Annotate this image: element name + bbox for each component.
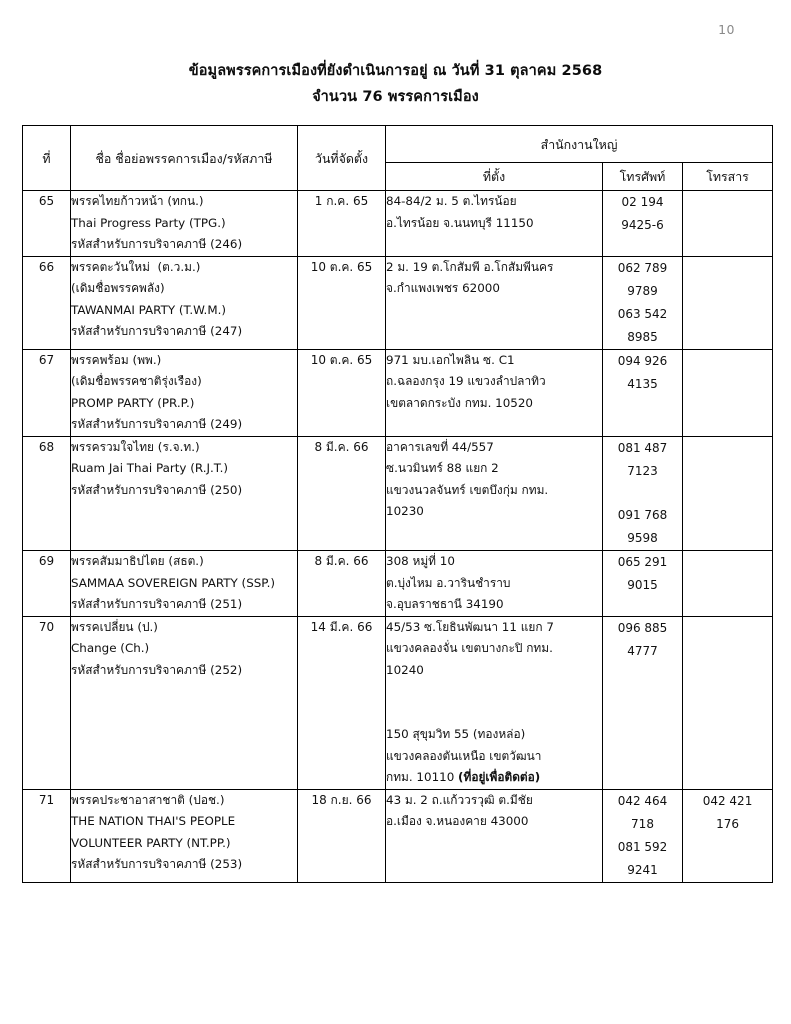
text-line: แขวงคลองตันเหนือ เขตวัฒนา [386, 748, 542, 763]
text-line: (เดิมชื่อพรรคชาติรุ่งเรือง) [71, 374, 202, 388]
text-line: รหัสสำหรับการบริจาคภาษี (250) [71, 482, 243, 497]
cell-founding-date: 10 ต.ค. 65 [298, 349, 386, 436]
cell-index: 70 [23, 616, 71, 789]
text-line: รหัสสำหรับการบริจาคภาษี (249) [71, 417, 243, 431]
text-line: 971 มบ.เอกไพลิน ซ. C1 [386, 352, 515, 367]
cell-address [386, 349, 603, 436]
column-header-fax: โทรสาร [683, 163, 773, 191]
text-line: 063 542 [617, 306, 668, 321]
text-line: 4135 [627, 376, 658, 391]
cell-address [386, 436, 603, 551]
text-line: 9789 [627, 283, 658, 298]
text-line: 308 หมู่ที่ 10 [386, 554, 455, 568]
cell-address [386, 256, 603, 349]
cell-party-name [71, 551, 298, 617]
cell-founding-date: 1 ก.ค. 65 [298, 191, 386, 257]
text-line: THE NATION THAI'S PEOPLE [71, 814, 236, 828]
text-line: Thai Progress Party (TPG.) [71, 215, 226, 230]
text-line: 062 789 [617, 260, 668, 275]
cell-index: 67 [23, 349, 71, 436]
column-header-founding-date: วันที่จัดตั้ง [298, 126, 386, 191]
parties-table-container [22, 125, 772, 883]
text-line: 042 464 [617, 793, 668, 808]
text-line: 718 [631, 816, 654, 831]
parties-table [22, 125, 773, 883]
text-line: SAMMAA SOVEREIGN PARTY (SSP.) [71, 575, 276, 590]
cell-index: 71 [23, 789, 71, 882]
text-line [386, 681, 602, 703]
text-line: 9425-6 [621, 218, 664, 232]
document-title-line-2: จำนวน 76 พรรคการเมือง [312, 89, 479, 105]
text-line [603, 483, 682, 505]
cell-fax [683, 551, 773, 617]
text-line: 8985 [627, 329, 658, 344]
text-line: TAWANMAI PARTY (T.W.M.) [71, 302, 227, 317]
column-header-address: ที่ตั้ง [386, 163, 603, 191]
table-row [23, 616, 773, 789]
text-line: 02 194 [621, 195, 664, 209]
text-line: 176 [716, 816, 739, 831]
cell-fax [683, 789, 773, 882]
text-line: 84-84/2 ม. 5 ต.ไทรน้อย [386, 194, 517, 208]
text-line: 7123 [627, 463, 658, 478]
cell-fax [683, 191, 773, 257]
cell-phone [603, 349, 683, 436]
text-line: 45/53 ซ.โยธินพัฒนา 11 แยก 7 [386, 619, 554, 634]
text-line: อ.เมือง จ.หนองคาย 43000 [386, 814, 529, 828]
text-line: 150 สุขุมวิท 55 (ทองหล่อ) [386, 727, 526, 741]
text-line: VOLUNTEER PARTY (NT.PP.) [71, 835, 231, 850]
table-row [23, 349, 773, 436]
cell-phone [603, 616, 683, 789]
cell-phone [603, 256, 683, 349]
cell-founding-date: 8 มี.ค. 66 [298, 551, 386, 617]
text-line: ถ.ฉลองกรุง 19 แขวงลำปลาทิว [386, 374, 546, 388]
column-header-phone: โทรศัพท์ [603, 163, 683, 191]
column-header-no: ที่ [23, 126, 71, 191]
cell-fax [683, 256, 773, 349]
text-line: 081 592 [617, 839, 668, 854]
cell-founding-date: 8 มี.ค. 66 [298, 436, 386, 551]
table-header [23, 126, 773, 191]
column-header-head-office-group: สำนักงานใหญ่ [386, 126, 773, 163]
text-line: พรรคสัมมาธิปไตย (สธต.) [71, 554, 204, 568]
document-title-line-1: ข้อมูลพรรคการเมืองที่ยังดำเนินการอยู่ ณ วันที่ 31 ตุลาคม 2568 [188, 63, 603, 79]
cell-party-name [71, 349, 298, 436]
table-row [23, 436, 773, 551]
text-line: แขวงคลองจั่น เขตบางกะปิ กทม. [386, 641, 553, 655]
table-body [23, 191, 773, 883]
text-line: 4777 [627, 643, 658, 658]
cell-address [386, 191, 603, 257]
text-line: จ.อุบลราชธานี 34190 [386, 597, 504, 611]
cell-phone [603, 191, 683, 257]
table-row [23, 551, 773, 617]
text-line: ต.บุ่งไหม อ.วารินชำราบ [386, 575, 511, 590]
cell-party-name [71, 191, 298, 257]
table-header-row-top [23, 126, 773, 163]
page-number: 10 [718, 22, 735, 37]
text-line: พรรคพร้อม (พพ.) [71, 352, 162, 367]
text-line: พรรคไทยก้าวหน้า (ทกน.) [71, 194, 204, 208]
document-title-block [0, 58, 791, 110]
text-line [386, 703, 602, 725]
table-row [23, 256, 773, 349]
cell-party-name [71, 616, 298, 789]
table-row [23, 789, 773, 882]
cell-fax [683, 436, 773, 551]
text-line: อาคารเลขที่ 44/557 [386, 439, 494, 454]
text-line: 9241 [627, 862, 658, 877]
table-row [23, 191, 773, 257]
text-line: Ruam Jai Thai Party (R.J.T.) [71, 461, 229, 475]
text-line: 10230 [386, 504, 424, 518]
text-line: 10240 [386, 662, 424, 677]
cell-fax [683, 616, 773, 789]
text-line: พรรคเปลี่ยน (ป.) [71, 619, 158, 634]
cell-phone [603, 551, 683, 617]
text-line: 43 ม. 2 ถ.แก้ววรวุฒิ ต.มีชัย [386, 792, 533, 807]
text-line: (เดิมชื่อพรรคพลัง) [71, 281, 165, 295]
contact-address-note: (ที่อยู่เพื่อติดต่อ) [458, 770, 541, 784]
text-line: 094 926 [617, 353, 668, 368]
cell-address [386, 616, 603, 789]
text-line: กทม. 10110 (ที่อยู่เพื่อติดต่อ) [386, 770, 541, 784]
cell-index: 65 [23, 191, 71, 257]
cell-index: 69 [23, 551, 71, 617]
text-line: 9598 [627, 531, 658, 545]
text-line: พรรคตะวันใหม่ (ต.ว.ม.) [71, 259, 201, 274]
cell-address [386, 789, 603, 882]
text-line: 065 291 [617, 555, 668, 569]
text-line: แขวงนวลจันทร์ เขตบึงกุ่ม กทม. [386, 482, 549, 497]
cell-founding-date: 18 ก.ย. 66 [298, 789, 386, 882]
cell-party-name [71, 789, 298, 882]
cell-fax [683, 349, 773, 436]
cell-index: 66 [23, 256, 71, 349]
cell-founding-date: 10 ต.ค. 65 [298, 256, 386, 349]
text-line: เขตลาดกระบัง กทม. 10520 [386, 395, 533, 410]
text-line: 081 487 [617, 440, 668, 455]
text-line: 9015 [627, 578, 658, 592]
cell-phone [603, 789, 683, 882]
cell-founding-date: 14 มี.ค. 66 [298, 616, 386, 789]
text-line: รหัสสำหรับการบริจาคภาษี (247) [71, 324, 243, 338]
cell-phone [603, 436, 683, 551]
text-line: รหัสสำหรับการบริจาคภาษี (252) [71, 662, 243, 677]
text-line: Change (Ch.) [71, 641, 150, 655]
text-line: ซ.นวมินทร์ 88 แยก 2 [386, 461, 499, 475]
cell-party-name [71, 436, 298, 551]
cell-index: 68 [23, 436, 71, 551]
text-line: รหัสสำหรับการบริจาคภาษี (246) [71, 237, 243, 251]
text-line: รหัสสำหรับการบริจาคภาษี (253) [71, 857, 243, 871]
cell-address [386, 551, 603, 617]
text-line: อ.ไทรน้อย จ.นนทบุรี 11150 [386, 215, 534, 230]
text-line: พรรคประชาอาสาชาติ (ปอช.) [71, 792, 225, 807]
text-line: 096 885 [617, 620, 668, 635]
cell-party-name [71, 256, 298, 349]
column-header-party-name: ชื่อ ชื่อย่อพรรคการเมือง/รหัสภาษี [71, 126, 298, 191]
text-line: รหัสสำหรับการบริจาคภาษี (251) [71, 597, 243, 611]
text-line: 091 768 [617, 508, 668, 522]
text-line: 2 ม. 19 ต.โกสัมพี อ.โกสัมพีนคร [386, 259, 554, 274]
text-line: จ.กำแพงเพชร 62000 [386, 281, 500, 295]
text-line: พรรครวมใจไทย (ร.จ.ท.) [71, 439, 200, 454]
text-line: 042 421 [702, 793, 753, 808]
text-line: PROMP PARTY (PR.P.) [71, 395, 195, 410]
